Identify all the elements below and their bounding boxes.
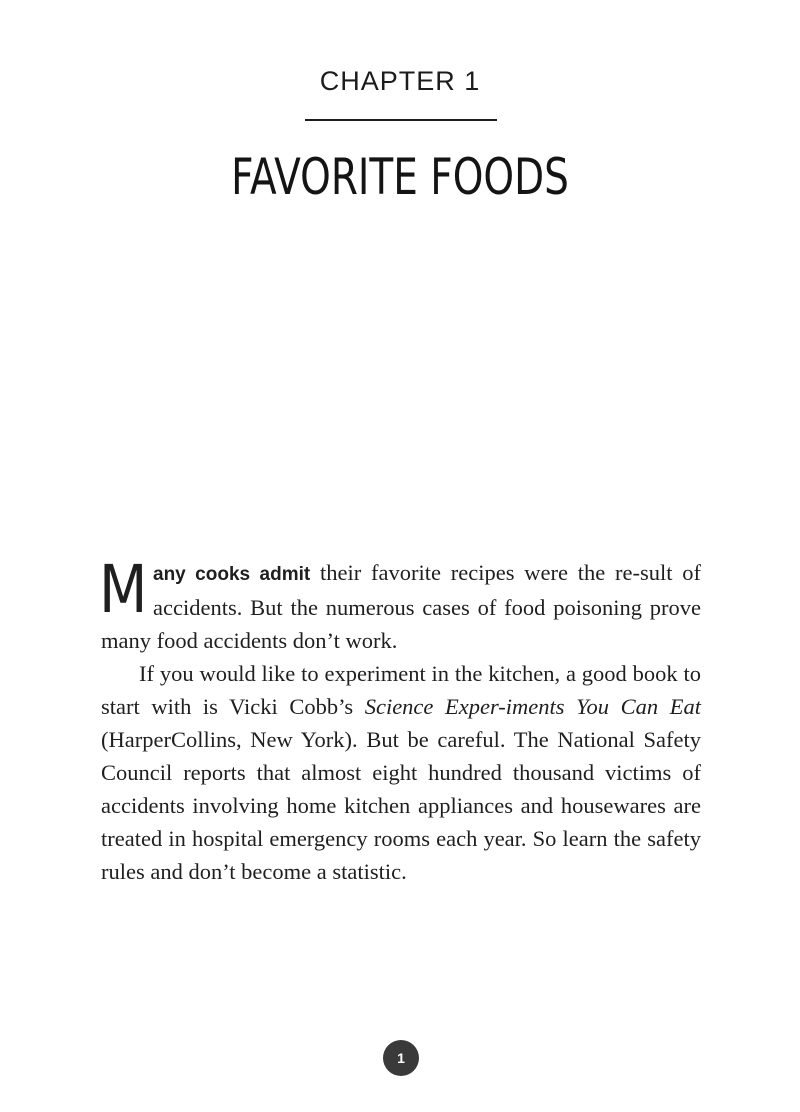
page-number: 1 <box>397 1050 405 1066</box>
paragraph-1 <box>99 551 701 657</box>
chapter-divider <box>305 119 497 121</box>
page-number-badge <box>383 1040 419 1076</box>
paragraph-2 <box>101 657 701 888</box>
drop-cap: M <box>99 551 148 628</box>
book-title: Science Exper-iments You Can Eat <box>364 694 701 719</box>
chapter-label: CHAPTER 1 <box>319 66 481 96</box>
paragraph-2-text-a: If you would like to experiment in the kitchen, a good book to start with is Vicki Cobb’s <box>101 661 701 719</box>
lead-in: any cooks admit <box>153 564 311 585</box>
paragraph-1-text: their favorite recipes were the re-sult of accidents. But the numerous cases of food poisoning prove many food accidents don’t work. <box>101 560 701 653</box>
body-text <box>99 551 701 888</box>
chapter-title: FAVORITE FOODS <box>231 148 569 206</box>
paragraph-2-text-b: (HarperCollins, New York). But be careful. The National Safety Council reports that almost eight hundred thousand victims of accidents involving home kitchen appliances and housewares are treated in hospital emergency rooms each year. So learn the safety rules and don’t become a statistic. <box>101 727 701 884</box>
